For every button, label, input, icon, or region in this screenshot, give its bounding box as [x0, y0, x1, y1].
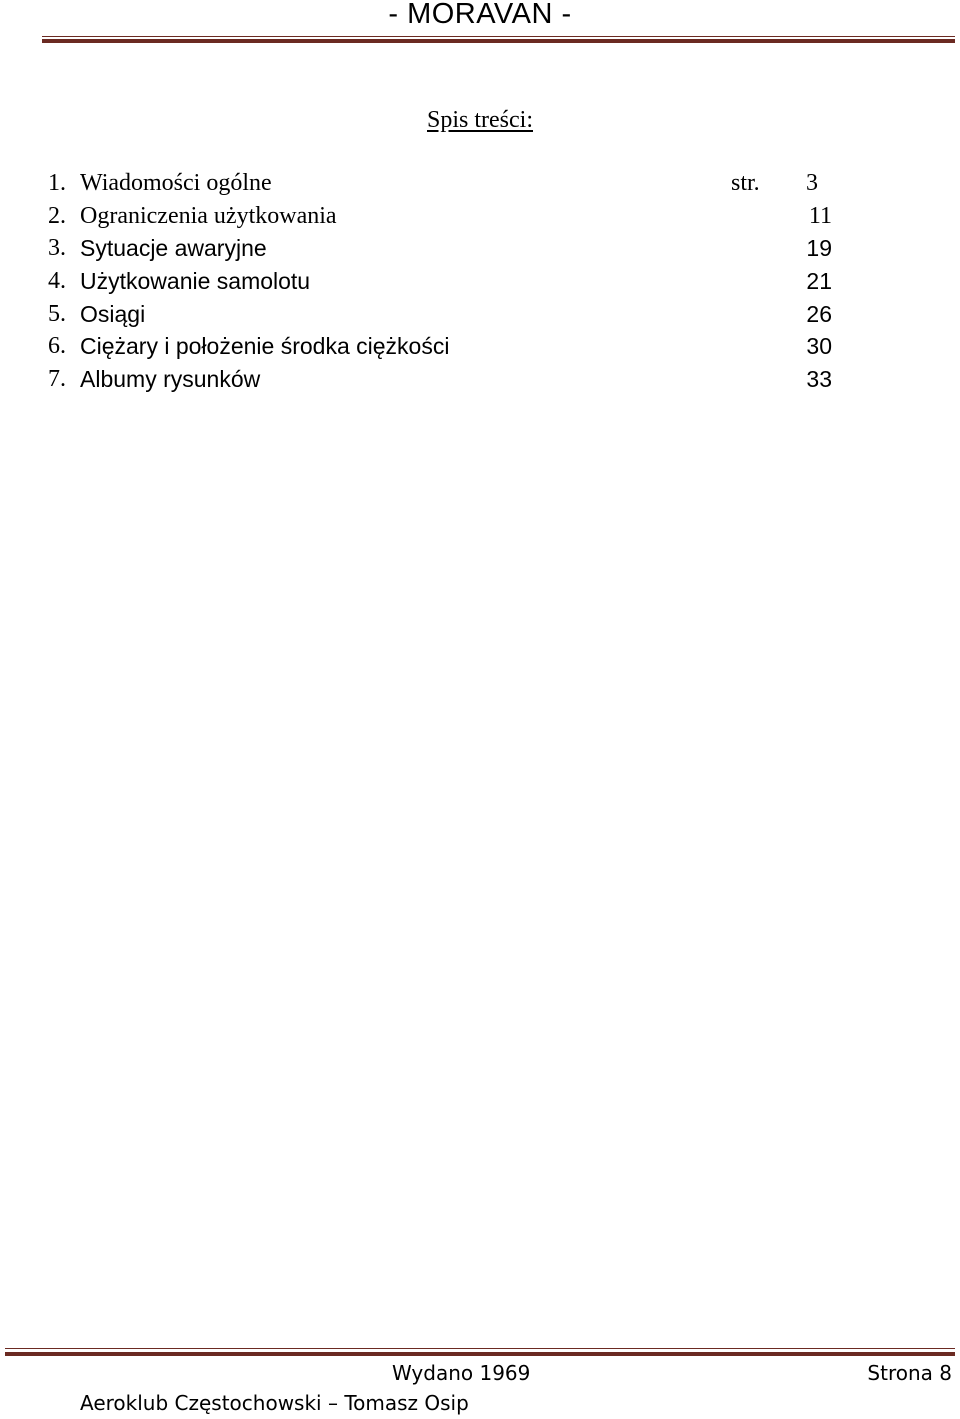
footer-page-number: Strona 8	[867, 1361, 952, 1385]
toc-item-number: 5.	[48, 300, 66, 327]
toc-item	[48, 363, 848, 396]
toc-item	[48, 265, 848, 298]
toc-item-page: 3	[806, 170, 818, 196]
toc-item-title: Wiadomości ogólne	[80, 170, 272, 196]
header-rule-thin	[42, 36, 955, 37]
toc-item	[48, 298, 848, 331]
toc-item-title: Albumy rysunków	[80, 366, 261, 393]
toc-item	[48, 200, 848, 233]
header-rule-thick	[42, 39, 955, 43]
toc-item-page: 26	[806, 300, 832, 327]
toc-item-page: 21	[806, 268, 832, 295]
toc-item-title: Ograniczenia użytkowania	[80, 202, 337, 229]
footer-rule-thin	[5, 1348, 955, 1349]
toc-item-title: Ciężary i położenie środka ciężkości	[80, 333, 450, 360]
footer-author: Aeroklub Częstochowski – Tomasz Osip	[80, 1391, 469, 1415]
toc-item-number: 4.	[48, 268, 66, 295]
toc-item-title: Sytuacje awaryjne	[80, 235, 267, 262]
toc-item	[48, 232, 848, 265]
toc-item-number: 3.	[48, 235, 66, 262]
toc-item-number: 6.	[48, 333, 66, 360]
footer-edition: Wydano 1969	[392, 1361, 531, 1385]
toc-item	[48, 330, 848, 363]
toc-item-page: 11	[808, 202, 832, 229]
toc-item-page: 33	[806, 366, 832, 393]
header-title: - MORAVAN -	[388, 0, 572, 30]
toc-heading	[0, 104, 960, 136]
toc-item	[48, 167, 848, 200]
toc-item-title: Użytkowanie samolotu	[80, 268, 311, 295]
toc-item-number: 1.	[48, 170, 66, 196]
toc-str-label: str.	[731, 170, 760, 196]
toc-item-title: Osiągi	[80, 300, 146, 327]
toc-item-number: 2.	[48, 202, 66, 229]
toc-heading-text: Spis treści:	[427, 107, 533, 133]
footer-rule-thick	[5, 1352, 955, 1356]
toc-item-page: 19	[806, 235, 832, 262]
toc-list	[48, 167, 848, 396]
toc-item-page: 30	[806, 333, 832, 360]
toc-item-number: 7.	[48, 366, 66, 393]
